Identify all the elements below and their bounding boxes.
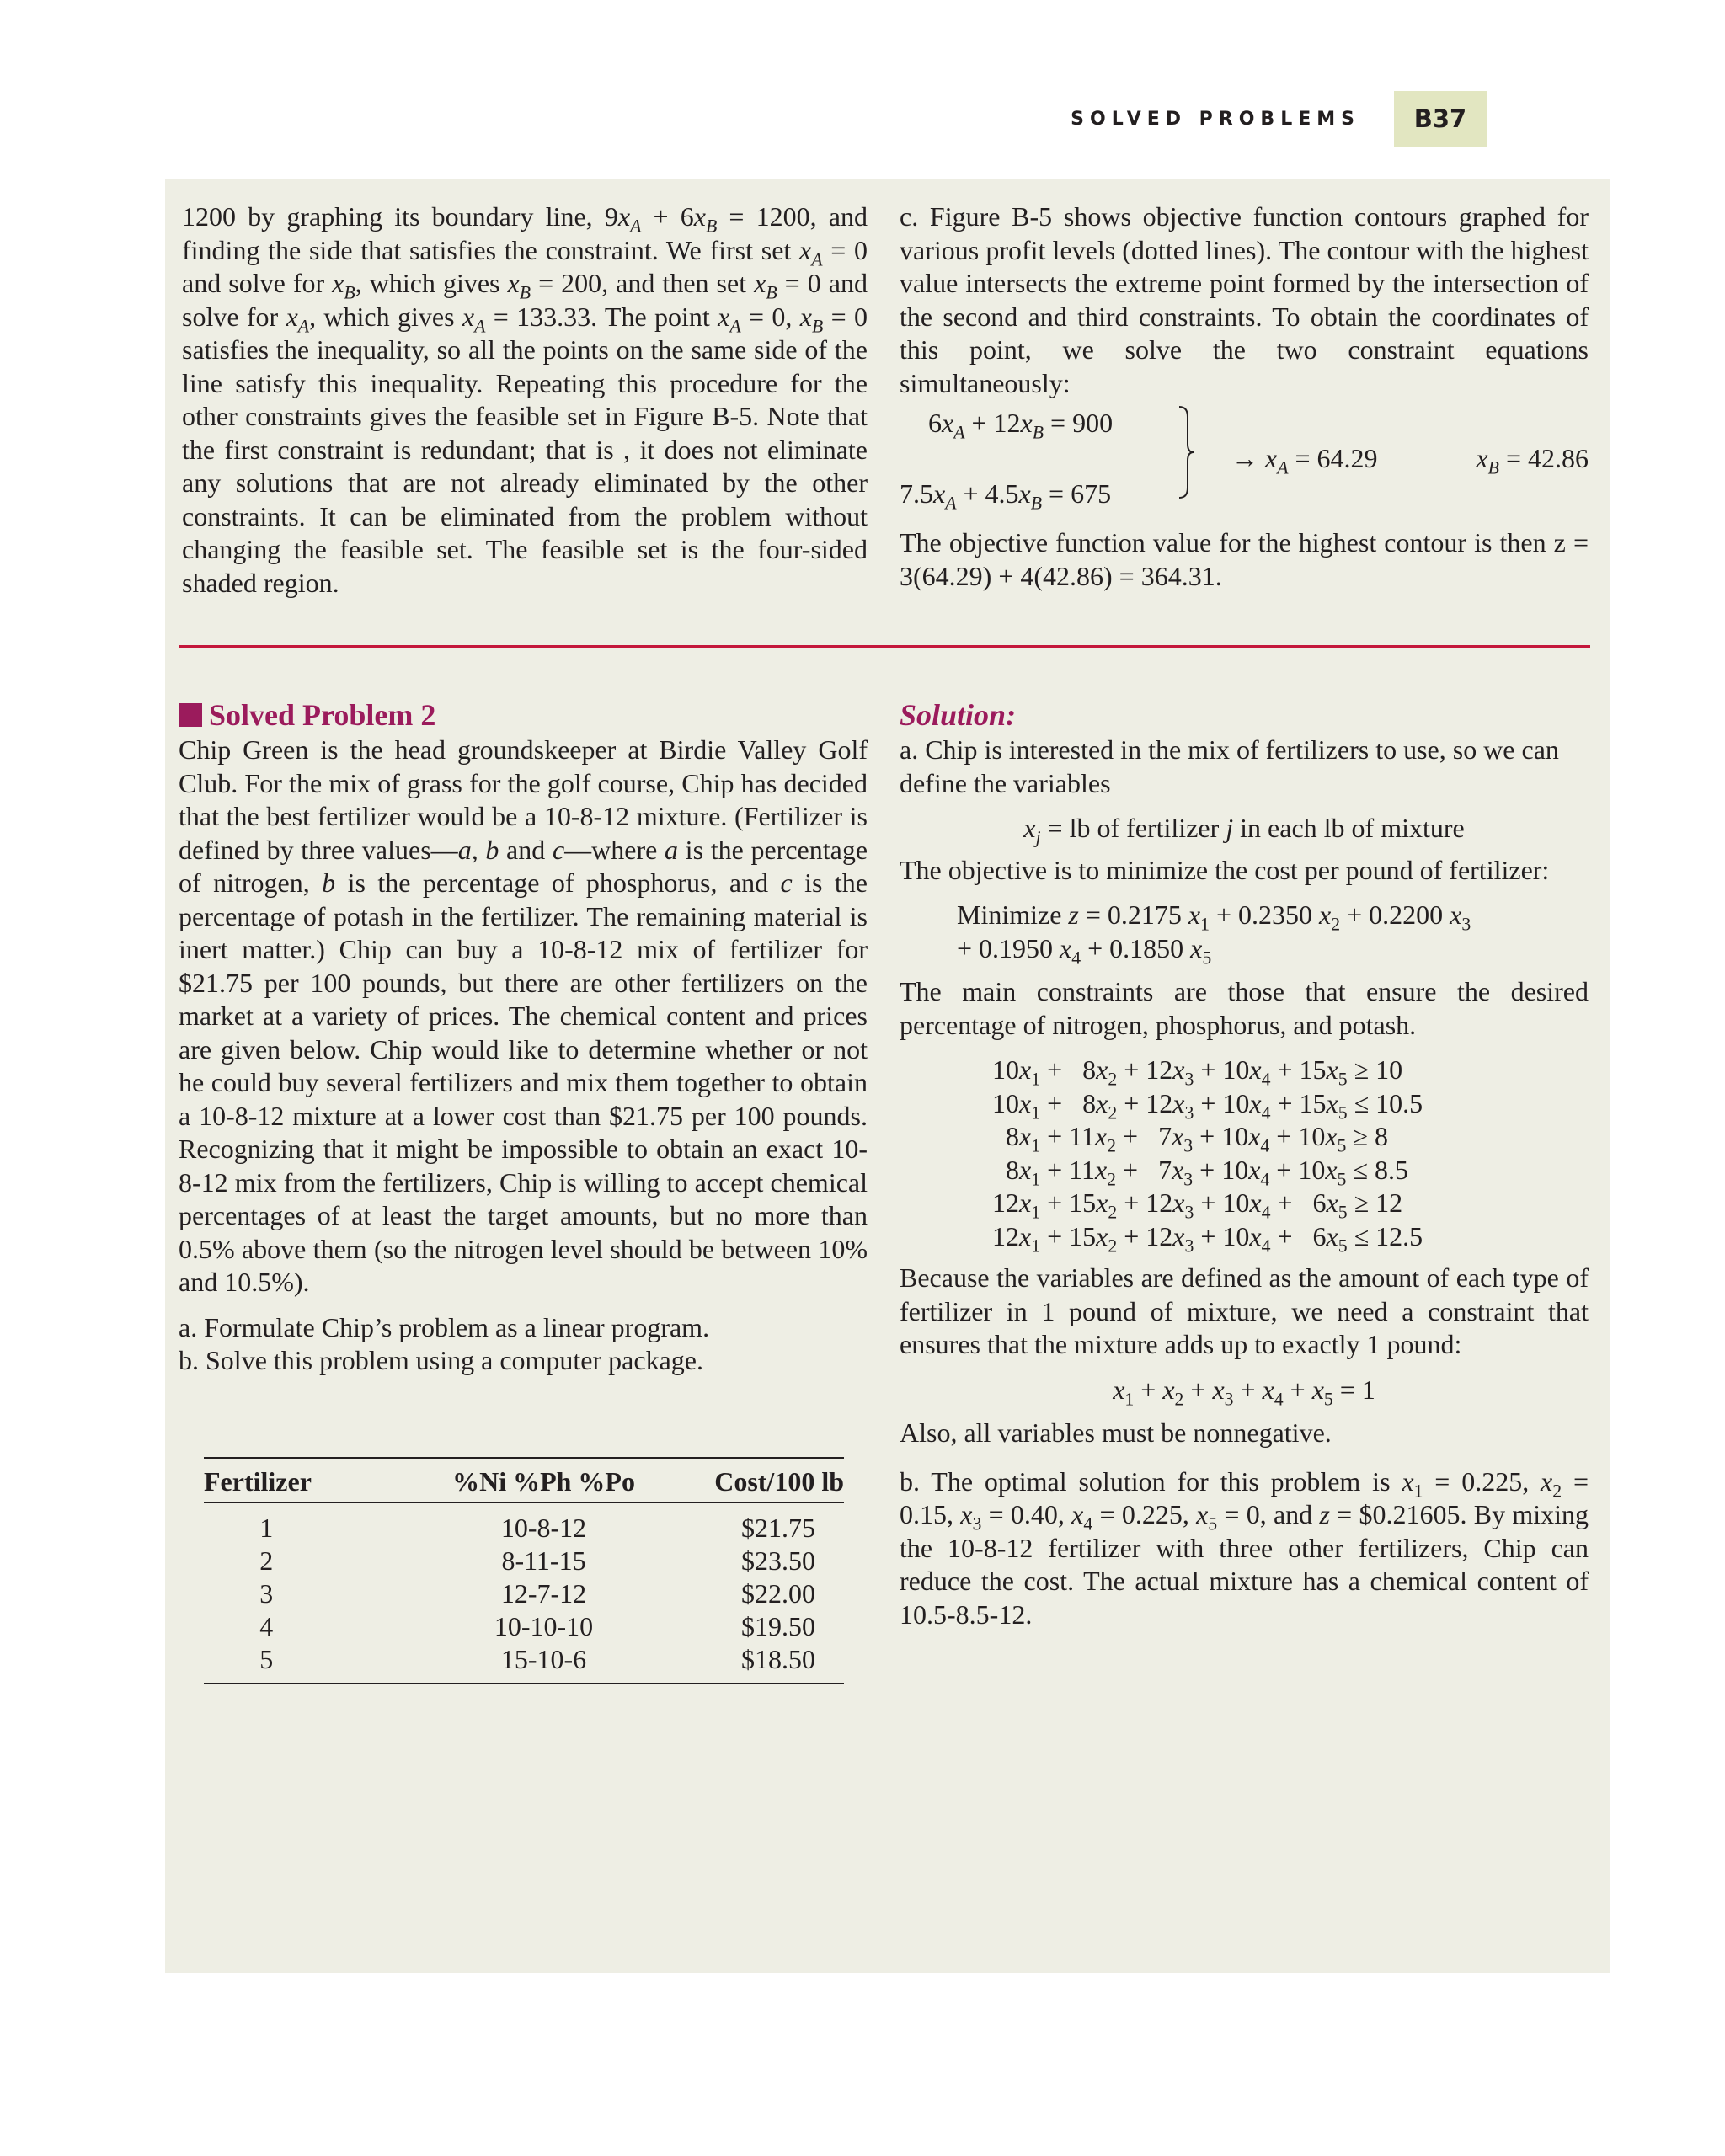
top-left-paragraph: 1200 by graphing its boundary line, $9x_A + 6x_B = 1200$, and finding the side that satisfies the constraint. We first set $x_A = 0$ and solve for $x_B$, which gives $x_B = 200$, and then set $x_B = 0$ and solve for $x_A$, which gives $x_A = 133.33$. The point $x_A = 0$, $x_B = 0$ satisfies the inequality, so all the points on the same side of the line satisfy this inequality. Repeating this procedure for the other constraints gives the feasible set in Figure B-5. Note that the first constraint is redundant; that is , it does not eliminate any solutions that are not already eliminated by the other constraints. It can be eliminated from the problem without changing the feasible set. The feasible set is the four-sided shaded region. [182, 201, 868, 598]
cell-fertilizer: 5 [204, 1643, 439, 1684]
header-fertilizer: Fertilizer [204, 1458, 439, 1502]
sum-constraint-intro: Because the variables are defined as the amount of each type of fertilizer in 1 pound of mixture, we need a constraint that ensures that the mixture adds up to exactly 1 pound: [900, 1262, 1589, 1359]
objective-intro: The objective is to minimize the cost per pound of fertilizer: [900, 854, 1550, 885]
table-row [204, 1610, 844, 1643]
top-left-column [182, 200, 868, 600]
objective-line-2: + 0.1950 $x_4 + 0.1850$ $x_5$ [957, 932, 1212, 968]
cell-cost: $22.00 [741, 1578, 815, 1609]
header-content: %Ni %Ph %Po [439, 1458, 649, 1502]
cell-fertilizer: 3 [259, 1578, 274, 1609]
constraints-intro: The main constraints are those that ensure the desired percentage of nitrogen, phosphorus, and potash. [900, 976, 1589, 1040]
equation-1: $6x_A + 12x_B = 900$ [928, 408, 1114, 443]
table-header-row [204, 1458, 844, 1502]
cell-fertilizer: 4 [259, 1611, 274, 1641]
cell-cost: $18.50 [649, 1643, 844, 1684]
table-row [204, 1577, 844, 1610]
cell-content: 8-11-15 [501, 1545, 586, 1576]
task-a: a. Formulate Chip’s problem as a linear program. [179, 1311, 710, 1342]
solution-column [900, 696, 1589, 1631]
cell-content: 10-8-12 [500, 1513, 587, 1543]
solution-xa: → $x_A = 64.29$ [1231, 443, 1378, 478]
constraint-row: $12x_1 + 15x_2 + 12x_3 + 10x_4 + 6x_5 \le 12.5$ [992, 1220, 1423, 1256]
section-divider [179, 645, 1590, 648]
running-title: SOLVED PROBLEMS [1071, 109, 1360, 130]
problem-column [179, 696, 868, 1378]
solution-xb: $x_B = 42.86$ [1476, 443, 1589, 478]
task-b: b. Solve this problem using a computer package. [179, 1345, 703, 1375]
square-bullet-icon [179, 703, 202, 727]
problem-body: Chip Green is the head groundskeeper at Birdie Valley Golf Club. For the mix of grass for the golf course, Chip has decided that the best fertilizer would be a 10-8-12 mixture. (Fertilizer is defined by three values—a, b and c—where a is the percentage of nitrogen, b is the percentage of phosphorus, and c is the percentage of potash in the fertilizer. The remaining material is inert matter.) Chip can buy a 10-8-12 mix of fertilizer for $21.75 per 100 pounds, but there are other fertilizers on the market at a variety of prices. The chemical content and prices are given below. Chip would like to determine whether or not he could buy several fertilizers and mix them together to obtain a 10-8-12 mixture at a lower cost than $21.75 per 100 pounds. Recognizing that it might be impossible to obtain an exact 10-8-12 mix from the fertilizers, Chip is willing to accept chemical percentages of at least the target amounts, but no more than 0.5% above them (so the nitrogen level should be between 10% and 10.5%). [179, 734, 868, 1297]
cell-cost: $21.75 [741, 1513, 815, 1543]
cell-cost: $19.50 [741, 1611, 815, 1641]
objective-value-paragraph: The objective function value for the highest contour is then z = 3(64.29) + 4(42.86) = 364.31. [900, 527, 1589, 591]
top-right-column [900, 200, 1589, 593]
contour-paragraph: c. Figure B-5 shows objective function contours graphed for various profit levels (dotted lines). The contour with the highest value intersects the extreme point formed by the intersection of the second and third constraints. To obtain the coordinates of this point, we solve the two constraint equations simultaneously: [900, 201, 1589, 398]
solution-heading: Solution: [900, 698, 1017, 732]
nonnegativity: Also, all variables must be nonnegative. [900, 1417, 1332, 1448]
constraint-row: $10x_1 + 8x_2 + 12x_3 + 10x_4 + 15x_5 \le 10.5$ [992, 1087, 1423, 1123]
cell-cost: $23.50 [741, 1545, 815, 1576]
cell-content: 10-10-10 [494, 1611, 594, 1641]
objective-function [957, 899, 1589, 968]
solution-intro: a. Chip is interested in the mix of fertilizers to use, so we can define the variables [900, 734, 1559, 798]
constraint-row: $12x_1 + 15x_2 + 12x_3 + 10x_4 + 6x_5 \ge 12$ [992, 1187, 1403, 1223]
cell-content: 15-10-6 [439, 1643, 649, 1684]
table-row [204, 1545, 844, 1577]
constraint-row: $8x_1 + 11x_2 + 7x_3 + 10x_4 + 10x_5 \le 8.5$ [992, 1154, 1408, 1189]
sum-equation: $x_1 + x_2 + x_3 + x_4 + x_5 = 1$ [1113, 1374, 1375, 1409]
constraint-row: $10x_1 + 8x_2 + 12x_3 + 10x_4 + 15x_5 \ge 10$ [992, 1054, 1403, 1090]
running-header [1011, 91, 1487, 147]
simultaneous-equations [900, 407, 1589, 518]
constraint-row: $8x_1 + 11x_2 + 7x_3 + 10x_4 + 10x_5 \ge 8$ [992, 1121, 1388, 1156]
table-row [204, 1502, 844, 1545]
table-row [204, 1643, 844, 1684]
problem-tasks [179, 1311, 868, 1378]
variable-definition: $x_j$ = lb of fertilizer j in each lb of mixture [1023, 813, 1465, 848]
header-cost: Cost/100 lb [649, 1458, 844, 1502]
optimal-solution: b. The optimal solution for this problem is $x_1 = 0.225$, $x_2 = 0.15$, $x_3 = 0.40$, $x_4 = 0.225$, $x_5 = 0$, and z = $0.21605. By mixing the 10-8-12 fertilizer with three other fertilizers, Chip can reduce the cost. The actual mixture has a chemical content of 10.5-8.5-12. [900, 1465, 1589, 1630]
cell-content: 12-7-12 [500, 1578, 587, 1609]
objective-line-1: Minimize z = 0.2175 $x_1 + 0.2350$ $x_2 + 0.2200$ $x_3$ [957, 899, 1471, 935]
fertilizer-table [204, 1457, 844, 1684]
page-number: B37 [1394, 91, 1487, 147]
problem-heading: Solved Problem 2 [179, 696, 868, 734]
equation-2: $7.5x_A + 4.5x_B = 675$ [900, 478, 1112, 514]
cell-fertilizer: 2 [259, 1545, 274, 1576]
cell-fertilizer: 1 [259, 1513, 274, 1543]
constraints-block [992, 1054, 1589, 1256]
right-brace-icon [1178, 405, 1194, 499]
